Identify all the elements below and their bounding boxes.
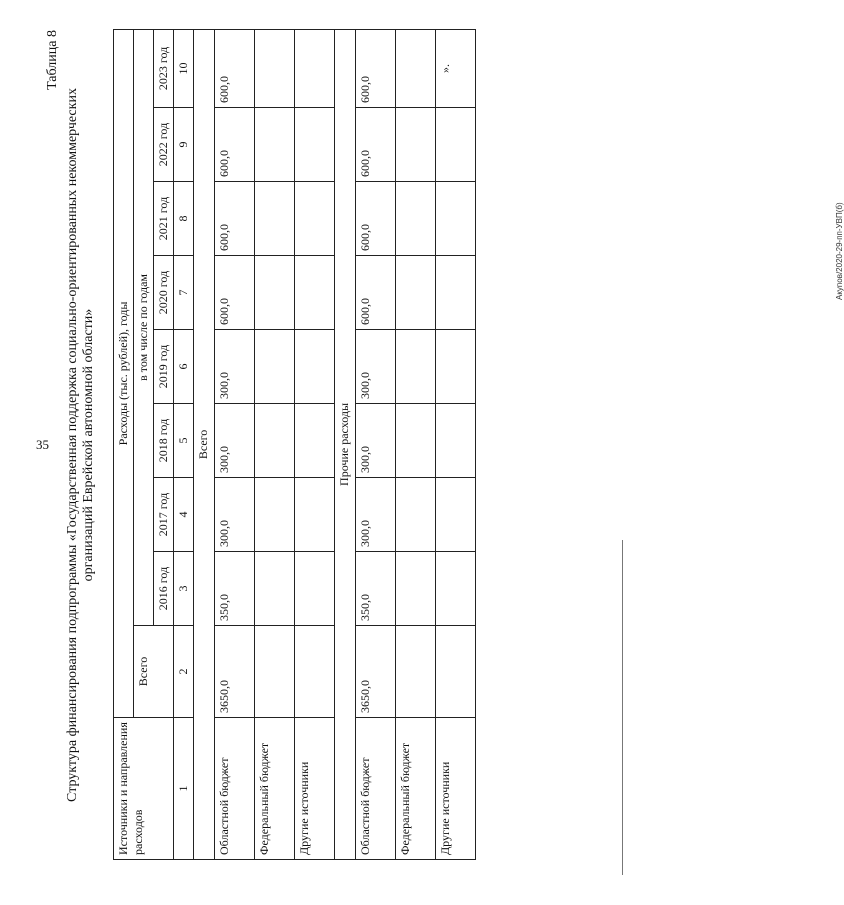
- value-cell: 600,0: [356, 108, 396, 182]
- value-cell: [255, 29, 295, 107]
- value-cell: [436, 108, 476, 182]
- section-title: Прочие расходы: [335, 29, 356, 859]
- col-number: 9: [174, 108, 194, 182]
- value-cell: 600,0: [215, 108, 255, 182]
- value-cell: 300,0: [356, 478, 396, 552]
- year-cell: 2017 год: [154, 478, 174, 552]
- year-cell: 2023 год: [154, 29, 174, 107]
- value-cell: 300,0: [215, 404, 255, 478]
- value-cell: [295, 330, 335, 404]
- col-number: 2: [174, 626, 194, 718]
- title-line-1: Структура финансирования подпрограммы «Государственная поддержка социально-ориентированных некоммерческих: [65, 88, 80, 802]
- value-cell: [396, 108, 436, 182]
- col-number: 3: [174, 552, 194, 626]
- value-cell: 300,0: [356, 330, 396, 404]
- col-number: 7: [174, 256, 194, 330]
- col-number: 5: [174, 404, 194, 478]
- value-cell: [255, 108, 295, 182]
- col-number: 6: [174, 330, 194, 404]
- col-number: 1: [174, 718, 194, 860]
- year-cell: 2018 год: [154, 404, 174, 478]
- table-row: [215, 29, 255, 859]
- value-cell: 600,0: [356, 182, 396, 256]
- table-row: [295, 29, 335, 859]
- value-cell: 300,0: [215, 478, 255, 552]
- value-cell: [396, 182, 436, 256]
- header-row-1: [114, 29, 134, 859]
- title-line-2: организаций Еврейской автономной области»: [81, 308, 96, 582]
- value-cell: 600,0: [356, 29, 396, 107]
- year-cell: 2016 год: [154, 552, 174, 626]
- table-row: [396, 29, 436, 859]
- value-cell: [255, 552, 295, 626]
- section-row-total: [194, 29, 215, 859]
- value-cell: 350,0: [356, 552, 396, 626]
- total-cell: 3650,0: [356, 626, 396, 718]
- header-total: Всего: [134, 626, 174, 718]
- source-cell: Федеральный бюджет: [255, 718, 295, 860]
- total-cell: [255, 626, 295, 718]
- column-numbers-row: [174, 29, 194, 859]
- source-cell: Областной бюджет: [356, 718, 396, 860]
- source-cell: Другие источники: [295, 718, 335, 860]
- value-cell: 300,0: [356, 404, 396, 478]
- value-cell: 350,0: [215, 552, 255, 626]
- value-cell: 600,0: [356, 256, 396, 330]
- total-cell: [396, 626, 436, 718]
- total-cell: [295, 626, 335, 718]
- header-sources: Источники и направления расходов: [114, 718, 174, 860]
- rotated-content: [45, 30, 844, 860]
- value-cell: [295, 478, 335, 552]
- year-cell: 2022 год: [154, 108, 174, 182]
- table-row: [436, 29, 476, 859]
- value-cell: [295, 256, 335, 330]
- value-cell: [255, 182, 295, 256]
- table-row: [255, 29, 295, 859]
- total-cell: 3650,0: [215, 626, 255, 718]
- value-cell: [436, 182, 476, 256]
- financing-table: [113, 29, 476, 860]
- year-cell: 2021 год: [154, 182, 174, 256]
- year-cell: 2019 год: [154, 330, 174, 404]
- header-expenses: Расходы (тыс. рублей), годы: [114, 29, 134, 717]
- value-cell: [436, 478, 476, 552]
- value-cell: [255, 330, 295, 404]
- footer-stamp: Акупов/2020-29-пп-УВП(б): [835, 202, 844, 300]
- value-cell: [436, 552, 476, 626]
- value-cell: ».: [436, 29, 476, 107]
- value-cell: [295, 108, 335, 182]
- header-by-years: в том числе по годам: [134, 29, 154, 625]
- value-cell: [436, 256, 476, 330]
- value-cell: [396, 404, 436, 478]
- col-number: 4: [174, 478, 194, 552]
- source-cell: Другие источники: [436, 718, 476, 860]
- value-cell: [396, 330, 436, 404]
- total-cell: [436, 626, 476, 718]
- value-cell: [295, 29, 335, 107]
- year-cell: 2020 год: [154, 256, 174, 330]
- value-cell: [436, 330, 476, 404]
- value-cell: [436, 404, 476, 478]
- table-body: [114, 29, 476, 859]
- section-row-other: [335, 29, 356, 859]
- value-cell: 600,0: [215, 256, 255, 330]
- table-row: [356, 29, 396, 859]
- page-number: 35: [36, 437, 49, 452]
- value-cell: [295, 552, 335, 626]
- source-cell: Федеральный бюджет: [396, 718, 436, 860]
- value-cell: 600,0: [215, 182, 255, 256]
- value-cell: [255, 256, 295, 330]
- value-cell: 300,0: [215, 330, 255, 404]
- value-cell: [295, 182, 335, 256]
- value-cell: [255, 404, 295, 478]
- section-title: Всего: [194, 29, 215, 859]
- source-cell: Областной бюджет: [215, 718, 255, 860]
- value-cell: [295, 404, 335, 478]
- document-title: [65, 30, 97, 860]
- value-cell: [396, 256, 436, 330]
- table-label: Таблица 8: [45, 30, 60, 90]
- value-cell: [255, 478, 295, 552]
- value-cell: [396, 478, 436, 552]
- value-cell: [396, 29, 436, 107]
- value-cell: 600,0: [215, 29, 255, 107]
- value-cell: [396, 552, 436, 626]
- col-number: 10: [174, 29, 194, 107]
- col-number: 8: [174, 182, 194, 256]
